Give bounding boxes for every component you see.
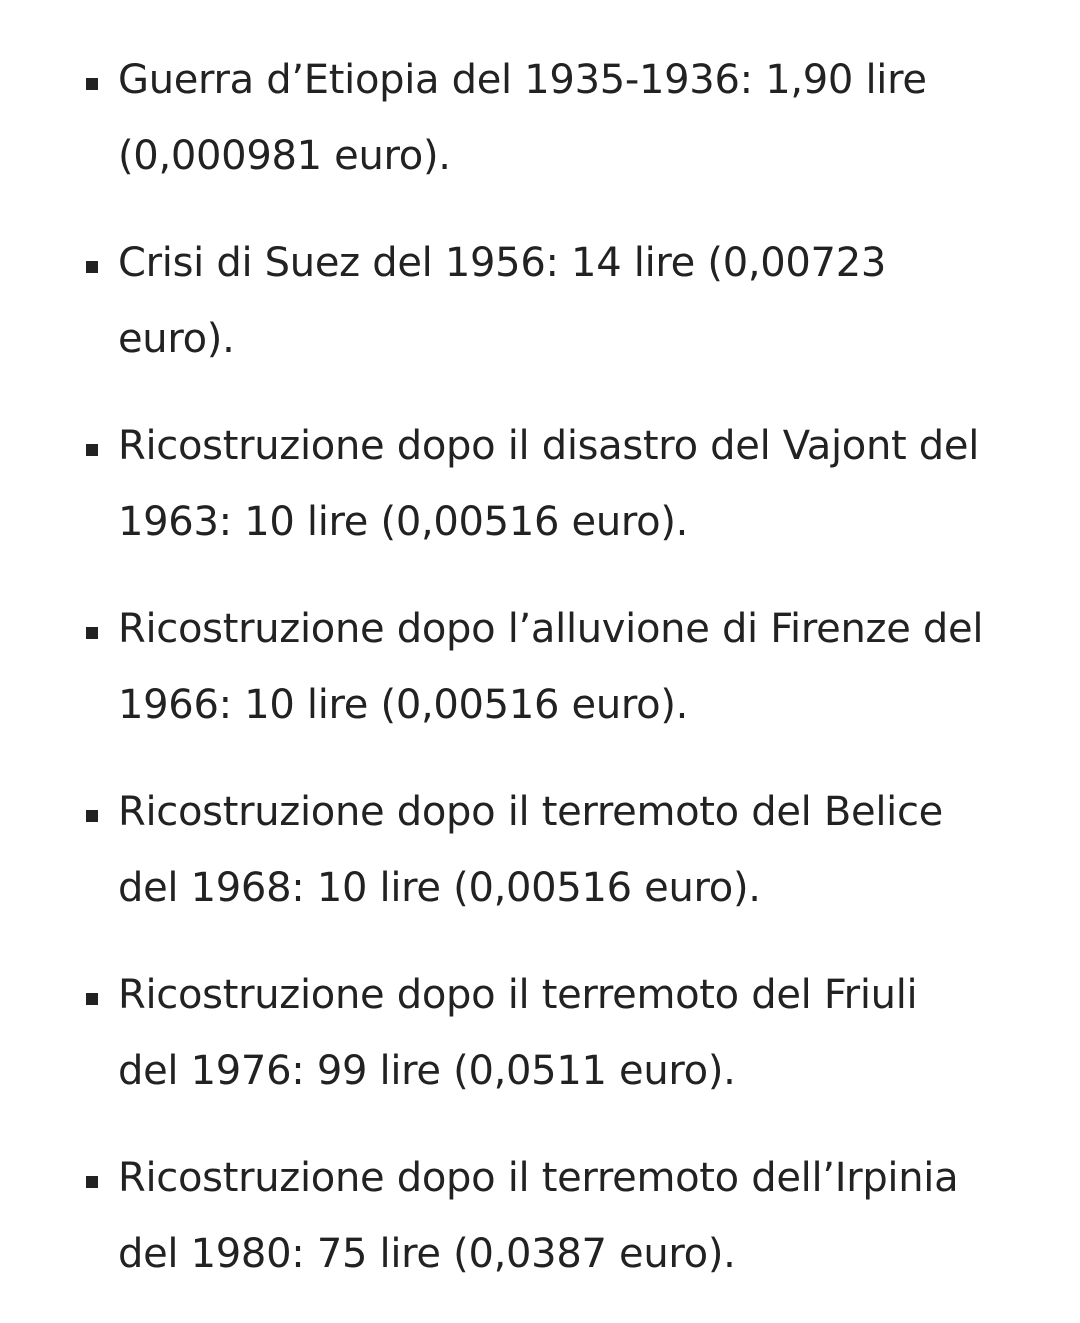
- list-item-line: Ricostruzione dopo il disastro del Vajont del: [118, 423, 980, 469]
- list-item-text: [118, 774, 998, 926]
- list-item: [0, 225, 1080, 408]
- list-item-text: [118, 225, 998, 377]
- bullet-list: [0, 42, 1080, 1323]
- square-bullet-icon: [86, 993, 98, 1005]
- list-item-line: (0,000981 euro).: [118, 133, 451, 179]
- square-bullet-icon: [86, 261, 98, 273]
- list-item-line: Ricostruzione dopo il terremoto dell’Irpinia: [118, 1155, 959, 1201]
- list-item-line: Ricostruzione dopo l’alluvione di Firenze del: [118, 606, 984, 652]
- square-bullet-icon: [86, 1176, 98, 1188]
- square-bullet-icon: [86, 444, 98, 456]
- list-item-text: [118, 591, 998, 743]
- list-item-text: [118, 1140, 998, 1292]
- list-item-text: [118, 42, 998, 194]
- list-item-line: Ricostruzione dopo il terremoto del Belice: [118, 789, 943, 835]
- list-item: [0, 42, 1080, 225]
- list-item: [0, 1140, 1080, 1323]
- list-item: [0, 591, 1080, 774]
- list-item-line: 1966: 10 lire (0,00516 euro).: [118, 682, 689, 728]
- list-item-line: Crisi di Suez del 1956: 14 lire (0,00723: [118, 240, 887, 286]
- list-item-line: Ricostruzione dopo il terremoto del Friuli: [118, 972, 918, 1018]
- list-item-line: Guerra d’Etiopia del 1935-1936: 1,90 lire: [118, 57, 927, 103]
- list-item-text: [118, 408, 998, 560]
- list-item: [0, 774, 1080, 957]
- list-item-line: del 1980: 75 lire (0,0387 euro).: [118, 1231, 736, 1277]
- list-item-line: euro).: [118, 316, 235, 362]
- list-item-line: 1963: 10 lire (0,00516 euro).: [118, 499, 689, 545]
- list-item-line: del 1968: 10 lire (0,00516 euro).: [118, 865, 761, 911]
- square-bullet-icon: [86, 78, 98, 90]
- list-item-line: del 1976: 99 lire (0,0511 euro).: [118, 1048, 736, 1094]
- list-item: [0, 957, 1080, 1140]
- list-item: [0, 408, 1080, 591]
- list-item-text: [118, 957, 998, 1109]
- square-bullet-icon: [86, 810, 98, 822]
- square-bullet-icon: [86, 627, 98, 639]
